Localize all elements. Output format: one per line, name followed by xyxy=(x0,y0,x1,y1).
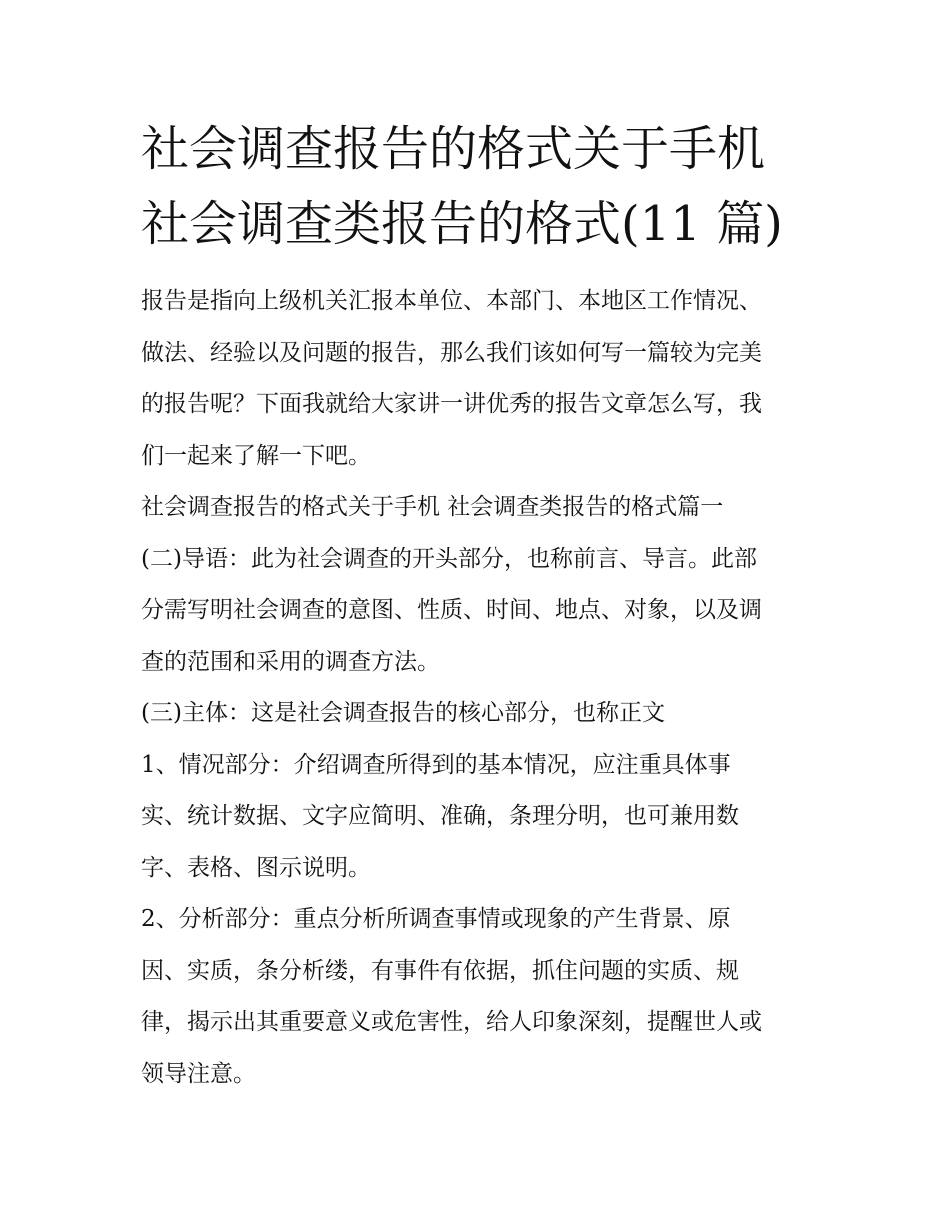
text-line: 查的范围和采用的调查方法。 xyxy=(141,648,440,675)
paragraph-main-body xyxy=(141,688,821,740)
paragraph-intro-section xyxy=(141,534,821,689)
text-line: (二)导语：此为社会调查的开头部分，也称前言、导言。此部 xyxy=(141,545,757,572)
paragraph-section-heading xyxy=(141,482,821,534)
text-line: 的报告呢？下面我就给大家讲一讲优秀的报告文章怎么写，我 xyxy=(141,391,762,417)
title-line: 社会调查类报告的格式(11 篇) xyxy=(141,196,783,252)
text-line: 做法、经验以及问题的报告，那么我们该如何写一篇较为完美 xyxy=(141,339,762,366)
text-line: 因、实质，条分析缕，有事件有依据，抓住问题的实质、规 xyxy=(141,957,739,984)
text-line: 报告是指向上级机关汇报本单位、本部门、本地区工作情况、 xyxy=(141,288,762,314)
title-line: 社会调查报告的格式关于手机 xyxy=(141,121,766,177)
text-line: 律，揭示出其重要意义或危害性，给人印象深刻，提醒世人或 xyxy=(141,1009,762,1035)
text-line: 分需写明社会调查的意图、性质、时间、地点、对象，以及调 xyxy=(141,597,762,623)
paragraph-intro xyxy=(141,276,821,482)
text-line: 字、表格、图示说明。 xyxy=(141,854,371,881)
text-line: 1、情况部分：介绍调查所得到的基本情况，应注重具体事 xyxy=(141,751,731,778)
text-line: 2、分析部分：重点分析所调查事情或现象的产生背景、原 xyxy=(141,906,731,932)
document-body xyxy=(141,276,821,1100)
text-line: 社会调查报告的格式关于手机 社会调查类报告的格式篇一 xyxy=(141,494,724,520)
paragraph-analysis xyxy=(141,894,821,1100)
text-line: 们一起来了解一下吧。 xyxy=(141,442,371,469)
text-line: 实、统计数据、文字应简明、准确，条理分明，也可兼用数 xyxy=(141,803,739,829)
document-title xyxy=(141,112,831,262)
text-line: 领导注意。 xyxy=(141,1060,256,1087)
text-line: (三)主体：这是社会调查报告的核心部分，也称正文 xyxy=(141,700,665,726)
paragraph-situation xyxy=(141,740,821,895)
